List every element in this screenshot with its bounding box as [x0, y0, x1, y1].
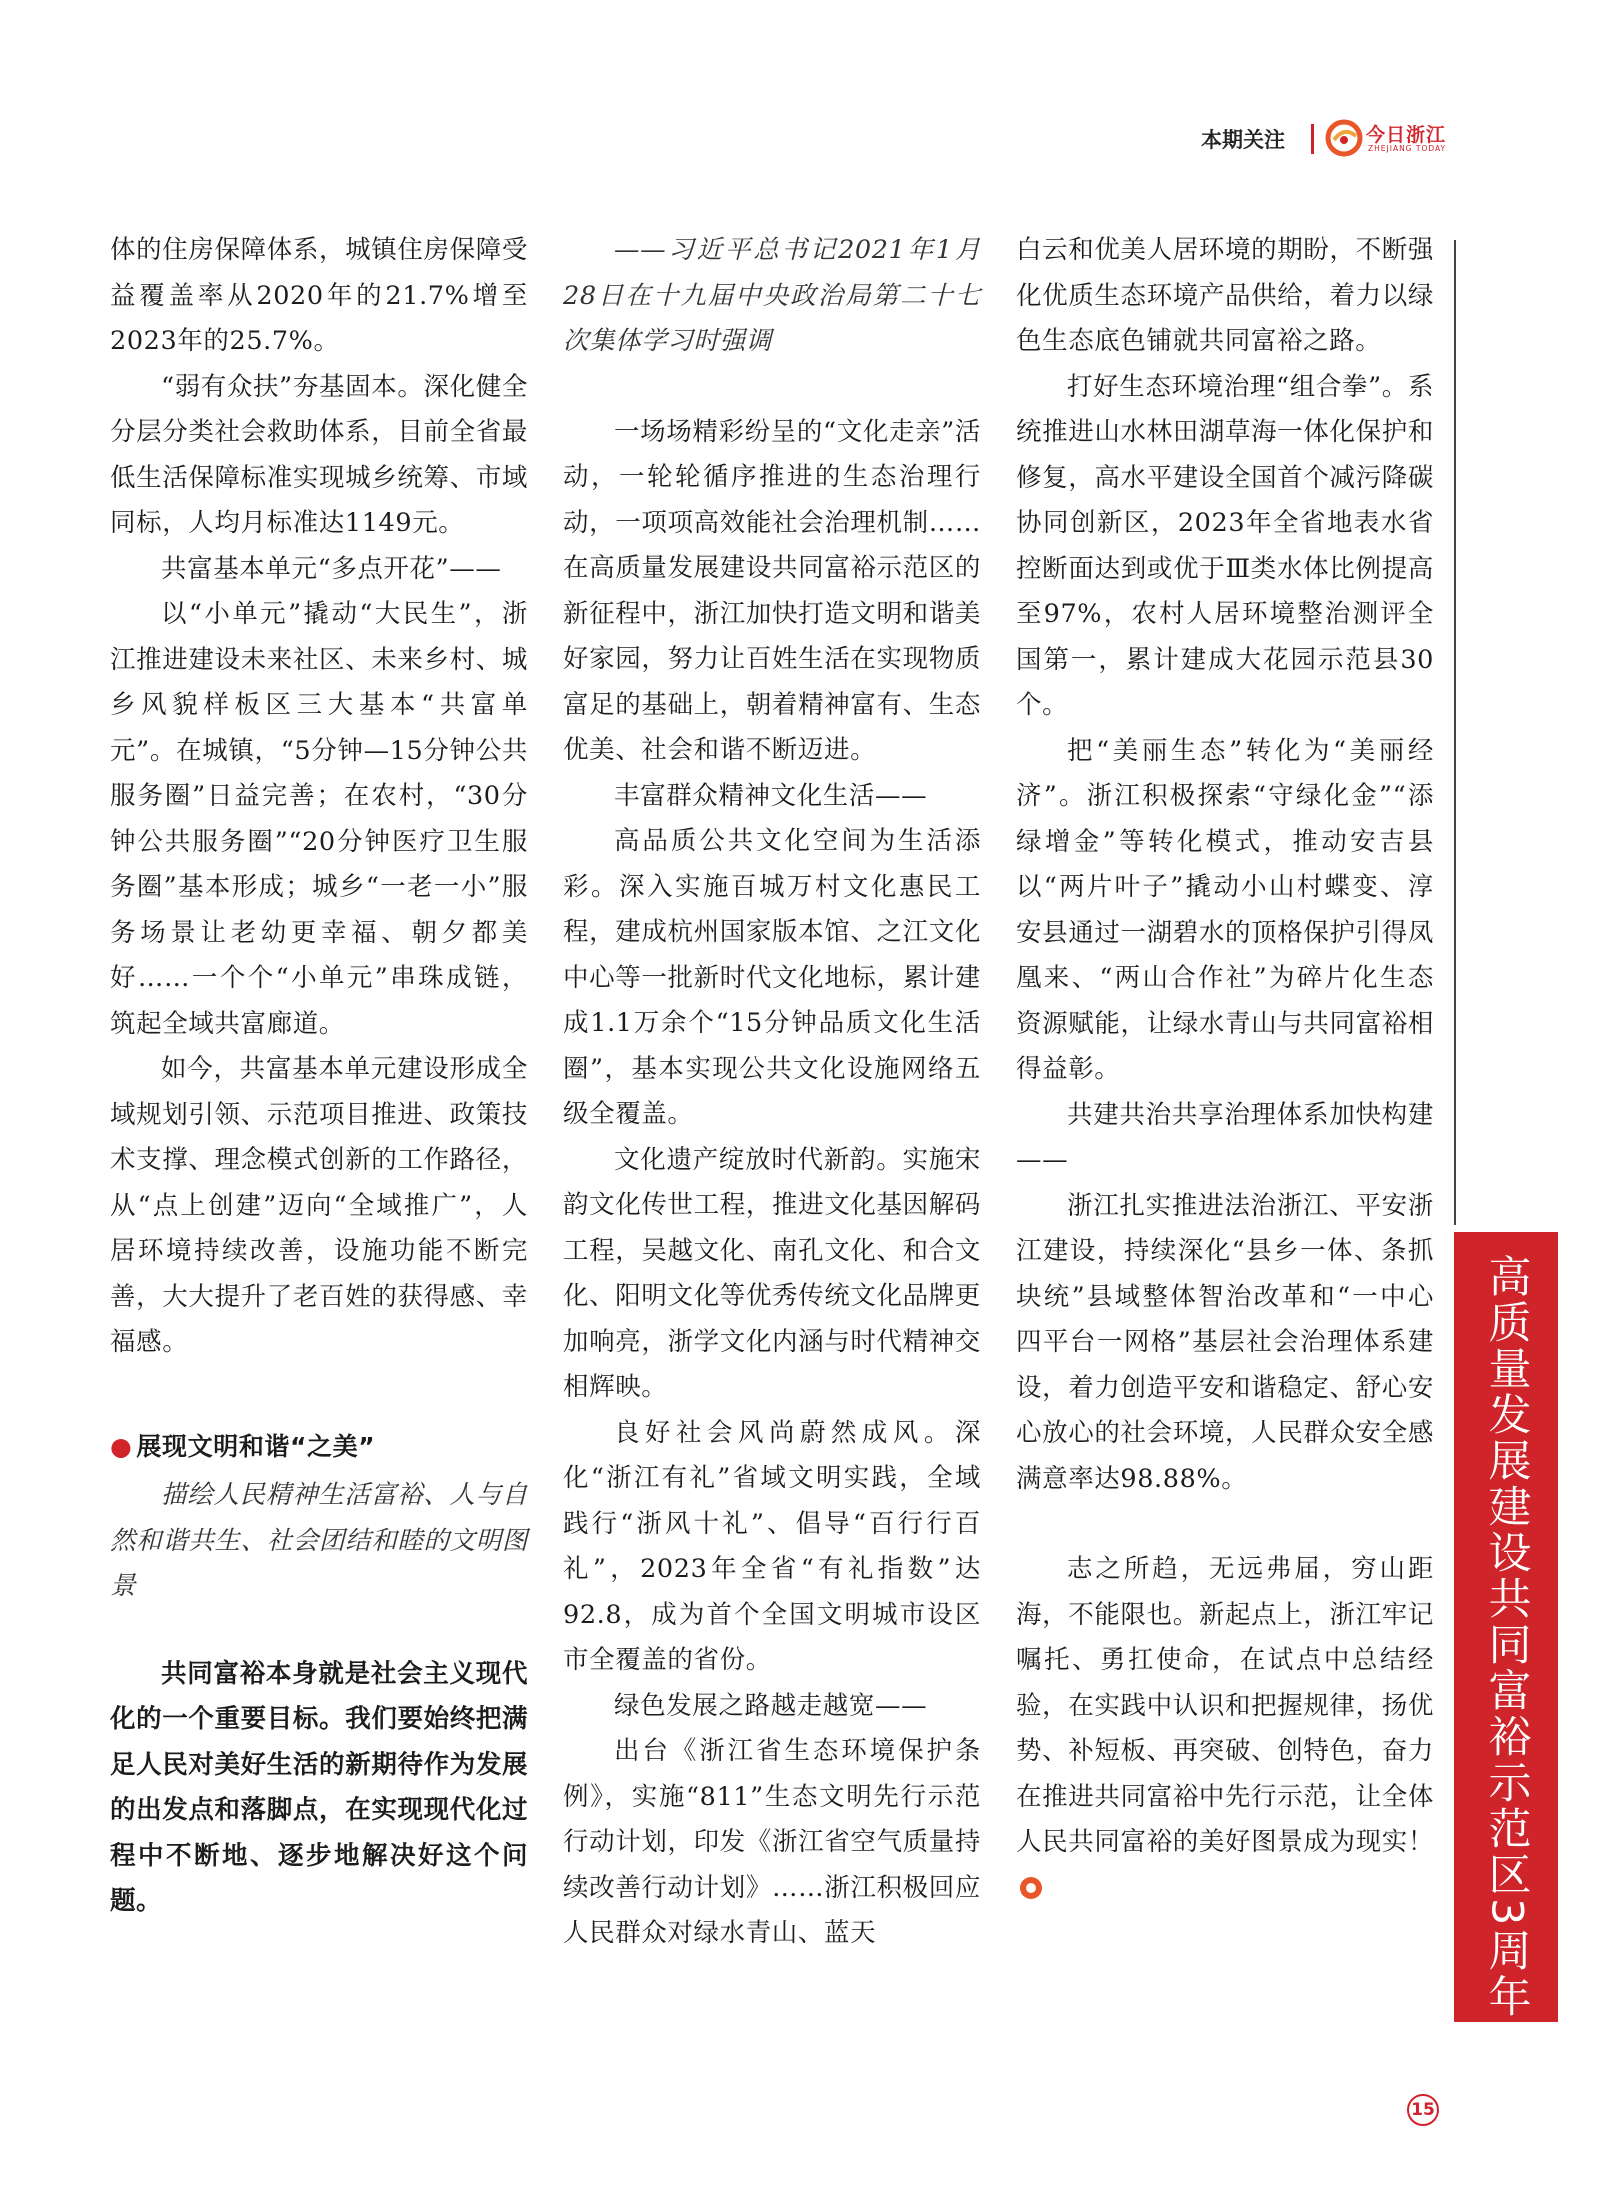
- red-dot-icon: ●: [110, 1431, 133, 1461]
- logo-subtext: ZHEJIANG TODAY: [1368, 144, 1447, 153]
- paragraph: 出台《浙江省生态环境保护条例》，实施“811”生态文明先行示范行动计划，印发《浙江省空气质量持续改善行动计划》……浙江积极回应人民群众对绿水青山、蓝天: [563, 1736, 981, 1948]
- logo-text: 今日浙江: [1366, 124, 1447, 146]
- column-2: [563, 228, 981, 1957]
- column-3: [1016, 228, 1434, 1911]
- paragraph: “弱有众扶”夯基固本。深化健全分层分类社会救助体系，目前全省最低生活保障标准实现城乡统筹、市域同标，人均月标准达1149元。: [110, 371, 528, 538]
- paragraph: 体的住房保障体系，城镇住房保障受益覆盖率从2020年的21.7%增至2023年的25.7%。: [110, 235, 528, 356]
- paragraph: 白云和优美人居环境的期盼，不断强化优质生态环境产品供给，着力以绿色生态底色铺就共同富裕之路。: [1016, 235, 1434, 356]
- section-label: 本期关注: [1201, 128, 1285, 152]
- paragraph: 高品质公共文化空间为生活添彩。深入实施百城万村文化惠民工程，建成杭州国家版本馆、之江文化中心等一批新时代文化地标，累计建成1.1万余个“15分钟品质文化生活圈”，基本实现公共文化设施网络五级全覆盖。: [563, 826, 981, 1129]
- paragraph: 把“美丽生态”转化为“美丽经济”。浙江积极探索“守绿化金”“添绿增金”等转化模式，推动安吉县以“两片叶子”撬动小山村蝶变、淳安县通过一湖碧水的顶格保护引得凤凰来、“两山合作社”为碎片化生态资源赋能，让绿水青山与共同富裕相得益彰。: [1016, 735, 1434, 1084]
- spacer: [1016, 1502, 1434, 1547]
- end-mark-icon: [1020, 1877, 1042, 1899]
- closing-text: 志之所趋，无远弗届，穷山距海，不能限也。新起点上，浙江牢记嘱托、勇扛使命，在试点中总结经验，在实践中认识和把握规律，扬优势、补短板、再突破、创特色，奋力在推进共同富裕中先行示范，让全体人民共同富裕的美好图景成为现实！: [1016, 1554, 1434, 1857]
- vertical-banner: [1454, 1232, 1558, 2022]
- column-rule: [1454, 240, 1456, 1225]
- paragraph: 以“小单元”撬动“大民生”，浙江推进建设未来社区、未来乡村、城乡风貌样板区三大基本“共富单元”。在城镇，“5分钟—15分钟公共服务圈”日益完善；在农村，“30分钟公共服务圈”“20分钟医疗卫生服务圈”基本形成；城乡“一老一小”服务场景让老幼更幸福、朝夕都美好……一个个“小单元”串珠成链，筑起全域共富廊道。: [110, 599, 528, 1039]
- section-title: 展现文明和谐“之美”: [136, 1431, 376, 1461]
- page-number: 15: [1407, 2094, 1439, 2126]
- section-heading: [110, 1424, 528, 1470]
- header-divider: [1311, 124, 1314, 154]
- logo-mark-icon: [1324, 118, 1364, 158]
- paragraph: 打好生态环境治理“组合拳”。系统推进山水林田湖草海一体化保护和修复，高水平建设全国首个减污降碳协同创新区，2023年全省地表水省控断面达到或优于Ⅲ类水体比例提高至97%，农村人居环境整治测评全国第一，累计建成大花园示范县30个。: [1016, 371, 1434, 720]
- quote-attribution: ——习近平总书记2021年1月28日在十九届中央政治局第二十七次集体学习时强调: [563, 235, 981, 356]
- section-subtitle: 描绘人民精神生活富裕、人与自然和谐共生、社会团结和睦的文明图景: [110, 1480, 528, 1601]
- closing-paragraph: [1016, 1547, 1434, 1911]
- subheading: 共富基本单元“多点开花”——: [161, 553, 502, 584]
- column-1: [110, 228, 528, 1925]
- paragraph: 如今，共富基本单元建设形成全域规划引领、示范项目推进、政策技术支撑、理念模式创新的工作路径，从“点上创建”迈向“全域推广”，人居环境持续改善，设施功能不断完善，大大提升了老百姓的获得感、幸福感。: [110, 1054, 528, 1357]
- paragraph: 浙江扎实推进法治浙江、平安浙江建设，持续深化“县乡一体、条抓块统”县域整体智治改革和“一中心四平台一网格”基层社会治理体系建设，着力创造平安和谐稳定、舒心安心放心的社会环境，人民群众安全感满意率达98.88%。: [1016, 1190, 1434, 1494]
- paragraph: 一场场精彩纷呈的“文化走亲”活动，一轮轮循序推进的生态治理行动，一项项高效能社会治理机制……在高质量发展建设共同富裕示范区的新征程中，浙江加快打造文明和谐美好家园，努力让百姓生活在实现物质富足的基础上，朝着精神富有、生态优美、社会和谐不断迈进。: [563, 416, 981, 765]
- spacer: [563, 365, 981, 410]
- publication-logo: [1324, 118, 1464, 158]
- pull-quote: 共同富裕本身就是社会主义现代化的一个重要目标。我们要始终把满足人民对美好生活的新期待作为发展的出发点和落脚点，在实现现代化过程中不断地、逐步地解决好这个问题。: [110, 1658, 528, 1916]
- paragraph: 文化遗产绽放时代新韵。实施宋韵文化传世工程，推进文化基因解码工程，吴越文化、南孔文化、和合文化、阳明文化等优秀传统文化品牌更加响亮，浙学文化内涵与时代精神交相辉映。: [563, 1144, 981, 1402]
- subheading: 绿色发展之路越走越宽——: [614, 1690, 928, 1721]
- subheading: 共建共治共享治理体系加快构建——: [1016, 1099, 1434, 1175]
- paragraph: 良好社会风尚蔚然成风。深化“浙江有礼”省域文明实践，全域践行“浙风十礼”、倡导“百行行百礼”，2023年全省“有礼指数”达92.8，成为首个全国文明城市设区市全覆盖的省份。: [563, 1417, 981, 1675]
- banner-text: 高质量发展建设共同富裕示范区3周年: [1481, 1254, 1532, 2021]
- subheading: 丰富群众精神文化生活——: [614, 780, 928, 811]
